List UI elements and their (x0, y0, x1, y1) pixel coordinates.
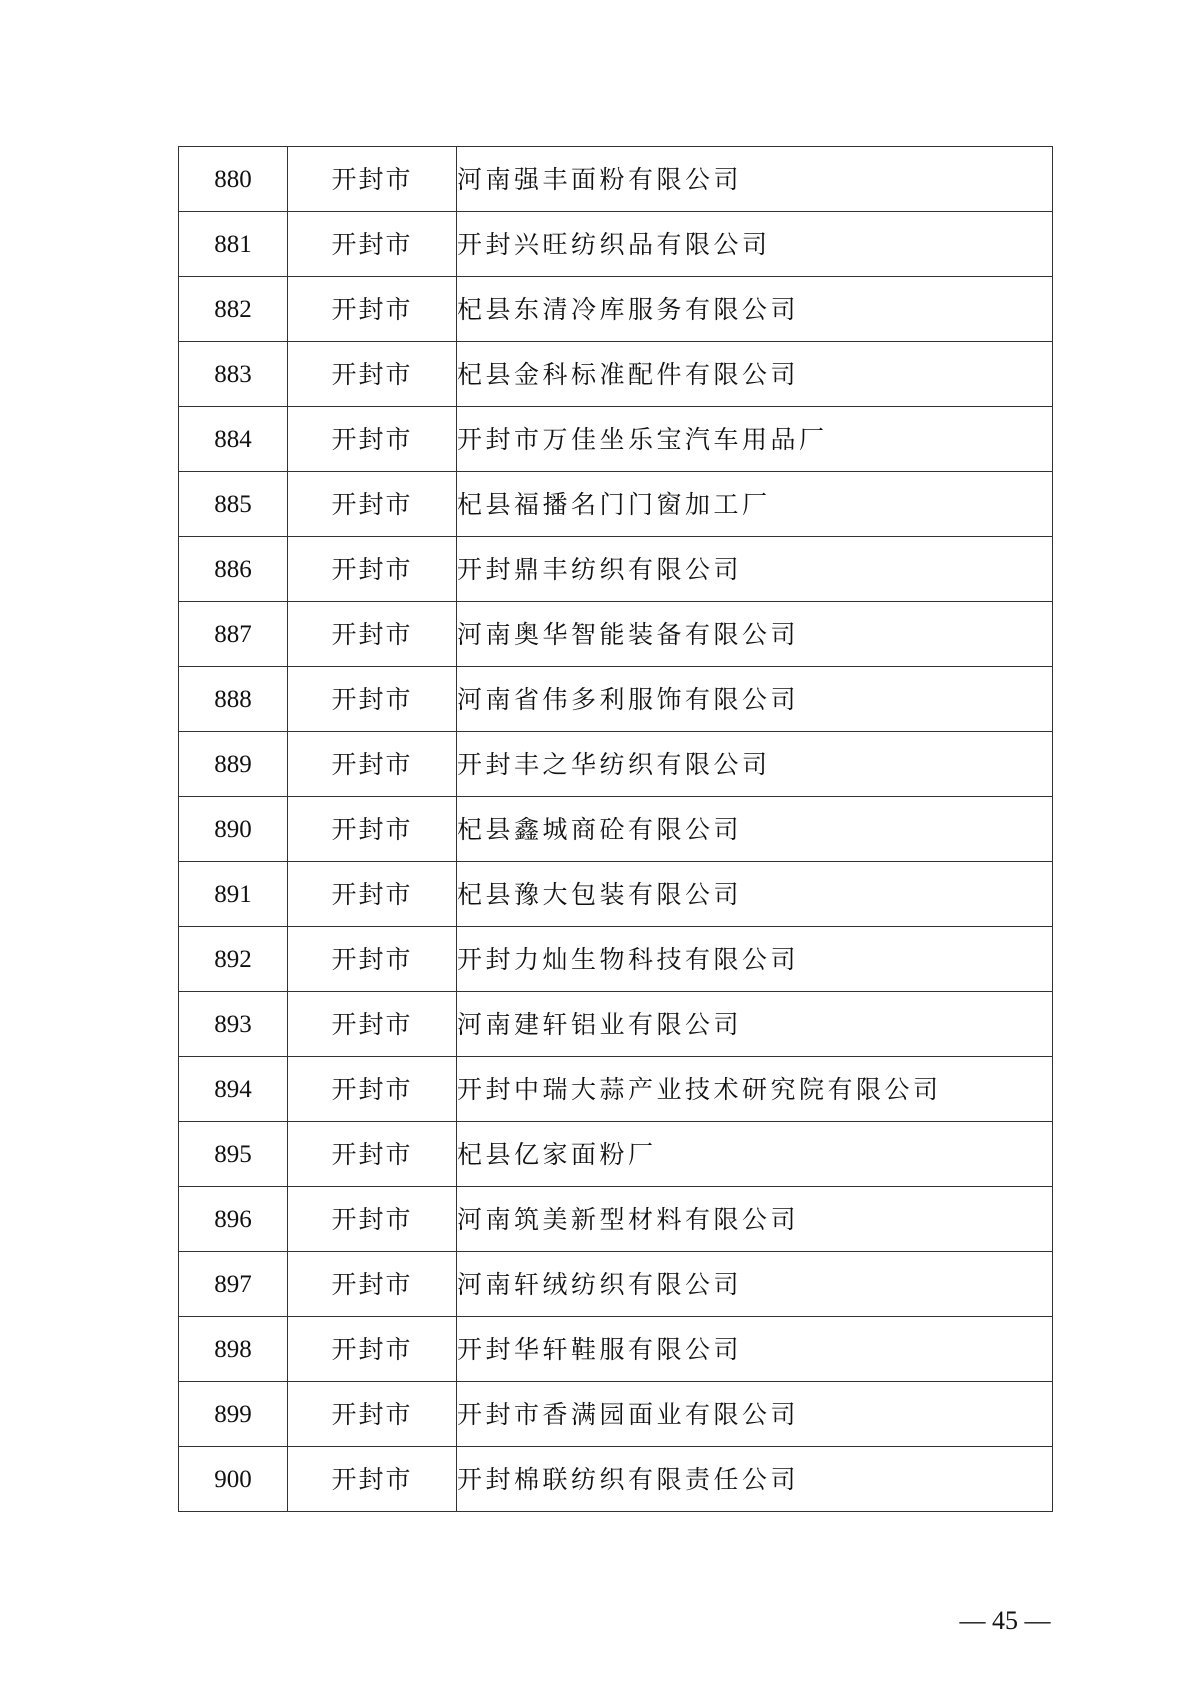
city-cell: 开封市 (288, 732, 457, 797)
table-row (179, 1382, 1053, 1447)
city-cell: 开封市 (288, 472, 457, 537)
row-number-cell: 899 (179, 1382, 288, 1447)
company-name-cell: 开封兴旺纺织品有限公司 (457, 212, 1053, 277)
company-name-cell: 开封丰之华纺织有限公司 (457, 732, 1053, 797)
row-number-cell: 900 (179, 1447, 288, 1512)
city-cell: 开封市 (288, 1122, 457, 1187)
company-name-cell: 杞县亿家面粉厂 (457, 1122, 1053, 1187)
city-cell: 开封市 (288, 862, 457, 927)
company-name-cell: 杞县金科标准配件有限公司 (457, 342, 1053, 407)
row-number-cell: 883 (179, 342, 288, 407)
table-row (179, 472, 1053, 537)
city-cell: 开封市 (288, 1317, 457, 1382)
company-name-cell: 开封棉联纺织有限责任公司 (457, 1447, 1053, 1512)
page-number: — 45 — (959, 1606, 1051, 1635)
table-row (179, 407, 1053, 472)
table-row (179, 797, 1053, 862)
table-row (179, 602, 1053, 667)
enterprise-table (178, 146, 1053, 1512)
company-name-cell: 开封力灿生物科技有限公司 (457, 927, 1053, 992)
city-cell: 开封市 (288, 1447, 457, 1512)
row-number-cell: 886 (179, 537, 288, 602)
row-number-cell: 888 (179, 667, 288, 732)
company-name-cell: 杞县鑫城商砼有限公司 (457, 797, 1053, 862)
row-number-cell: 893 (179, 992, 288, 1057)
row-number-cell: 892 (179, 927, 288, 992)
table-row (179, 277, 1053, 342)
city-cell: 开封市 (288, 407, 457, 472)
row-number-cell: 880 (179, 147, 288, 212)
row-number-cell: 882 (179, 277, 288, 342)
table-row (179, 212, 1053, 277)
enterprise-table-body (179, 147, 1053, 1512)
company-name-cell: 河南建轩铝业有限公司 (457, 992, 1053, 1057)
company-name-cell: 河南奥华智能装备有限公司 (457, 602, 1053, 667)
company-name-cell: 河南筑美新型材料有限公司 (457, 1187, 1053, 1252)
city-cell: 开封市 (288, 212, 457, 277)
city-cell: 开封市 (288, 927, 457, 992)
row-number-cell: 891 (179, 862, 288, 927)
table-row (179, 1057, 1053, 1122)
row-number-cell: 887 (179, 602, 288, 667)
row-number-cell: 894 (179, 1057, 288, 1122)
table-row (179, 732, 1053, 797)
row-number-cell: 884 (179, 407, 288, 472)
table-row (179, 862, 1053, 927)
company-name-cell: 河南强丰面粉有限公司 (457, 147, 1053, 212)
city-cell: 开封市 (288, 797, 457, 862)
company-name-cell: 开封市香满园面业有限公司 (457, 1382, 1053, 1447)
city-cell: 开封市 (288, 602, 457, 667)
table-row (179, 1317, 1053, 1382)
company-name-cell: 开封市万佳坐乐宝汽车用品厂 (457, 407, 1053, 472)
city-cell: 开封市 (288, 1252, 457, 1317)
table-row (179, 927, 1053, 992)
city-cell: 开封市 (288, 1382, 457, 1447)
row-number-cell: 898 (179, 1317, 288, 1382)
city-cell: 开封市 (288, 342, 457, 407)
company-name-cell: 杞县东清冷库服务有限公司 (457, 277, 1053, 342)
city-cell: 开封市 (288, 147, 457, 212)
table-row (179, 147, 1053, 212)
company-name-cell: 河南轩绒纺织有限公司 (457, 1252, 1053, 1317)
row-number-cell: 890 (179, 797, 288, 862)
table-row (179, 1187, 1053, 1252)
table-row (179, 667, 1053, 732)
row-number-cell: 896 (179, 1187, 288, 1252)
company-name-cell: 开封华轩鞋服有限公司 (457, 1317, 1053, 1382)
company-name-cell: 开封中瑞大蒜产业技术研究院有限公司 (457, 1057, 1053, 1122)
table-row (179, 1252, 1053, 1317)
company-name-cell: 河南省伟多利服饰有限公司 (457, 667, 1053, 732)
row-number-cell: 889 (179, 732, 288, 797)
company-name-cell: 开封鼎丰纺织有限公司 (457, 537, 1053, 602)
row-number-cell: 881 (179, 212, 288, 277)
city-cell: 开封市 (288, 1187, 457, 1252)
city-cell: 开封市 (288, 667, 457, 732)
city-cell: 开封市 (288, 992, 457, 1057)
table-row (179, 342, 1053, 407)
city-cell: 开封市 (288, 277, 457, 342)
city-cell: 开封市 (288, 1057, 457, 1122)
company-name-cell: 杞县豫大包装有限公司 (457, 862, 1053, 927)
row-number-cell: 895 (179, 1122, 288, 1187)
row-number-cell: 897 (179, 1252, 288, 1317)
row-number-cell: 885 (179, 472, 288, 537)
city-cell: 开封市 (288, 537, 457, 602)
table-row (179, 537, 1053, 602)
company-name-cell: 杞县福播名门门窗加工厂 (457, 472, 1053, 537)
table-row (179, 1447, 1053, 1512)
table-row (179, 1122, 1053, 1187)
table-row (179, 992, 1053, 1057)
